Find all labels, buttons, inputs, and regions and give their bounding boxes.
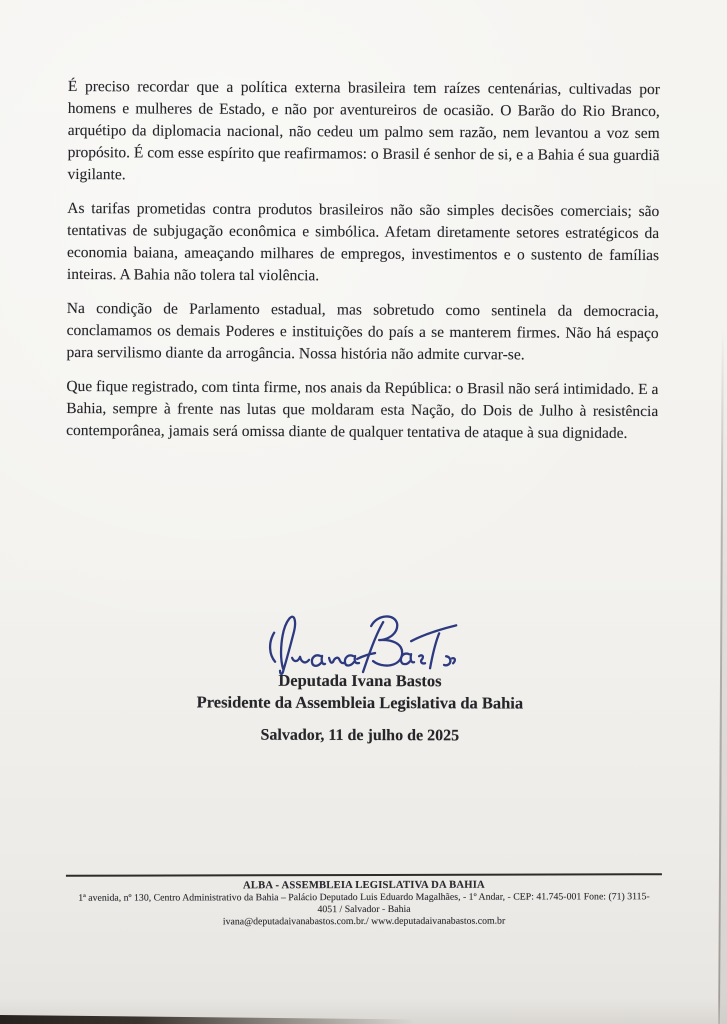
signer-name: Deputada Ivana Bastos [278,670,442,691]
paragraph-1: É preciso recordar que a política externa brasileira tem raízes centenárias, cultivadas por homens e mulheres de Estado, e não por aventureiros de ocasião. O Barão do Rio Branco, arquétipo da diplomacia nacional, não cedeu um palmo sem razão, nem levantou a voz sem propósito. É com esse espírito que reafirmamos: o Brasil é senhor de si, e a Bahia é sua guardiã vigilante. [67,77,660,184]
paragraph-3: Na condição de Parlamento estadual, mas sobretudo como sentinela da democracia, conclamamos os demais Poderes e instituições do país a se manterem firmes. Não há espaço para servilismo diante da arrogância. Nossa história não admite curvar-se. [66,299,659,364]
footer-contact-line: ivana@deputadaivanabastos.com.br./ www.deputadaivanabastos.com.br [222,915,506,928]
handwritten-signature-icon [262,612,458,677]
footer-address-line2: 4051 / Salvador - Bahia [317,903,411,916]
letterhead-footer [66,873,662,929]
footer-address-line1: 1ª avenida, nº 130, Centro Administrativo da Bahia – Palácio Deputado Luis Eduardo Magalhães, - 1º Andar, - CEP: 41.745-001 Fone: (71) 3115- [78,891,650,904]
paragraph-4: Que fique registrado, com tinta firme, nos anais da República: o Brasil não será intimidado. E a Bahia, sempre à frente nas lutas que moldaram esta Nação, do Dois de Julho à resistência contemporânea, jamais será omissa diante de qualquer tentativa de ataque à sua dignidade. [66,377,659,442]
date-line: Salvador, 11 de julho de 2025 [260,726,460,745]
paragraph-2: As tarifas prometidas contra produtos brasileiros não são simples decisões comerciais; são tentativas de subjugação econômica e simbólica. Afetam diretamente setores estratégicos da economia baiana, ameaçando milhares de empregos, investimentos e o sustento de famílias inteiras. A Bahia não tolera tal violência. [66,199,660,285]
letter-body [66,76,660,457]
signature-block [60,611,660,748]
footer-org-name: ALBA - ASSEMBLEIA LEGISLATIVA DA BAHIA [243,879,485,892]
signer-title: Presidente da Assembleia Legislativa da Bahia [196,692,524,713]
